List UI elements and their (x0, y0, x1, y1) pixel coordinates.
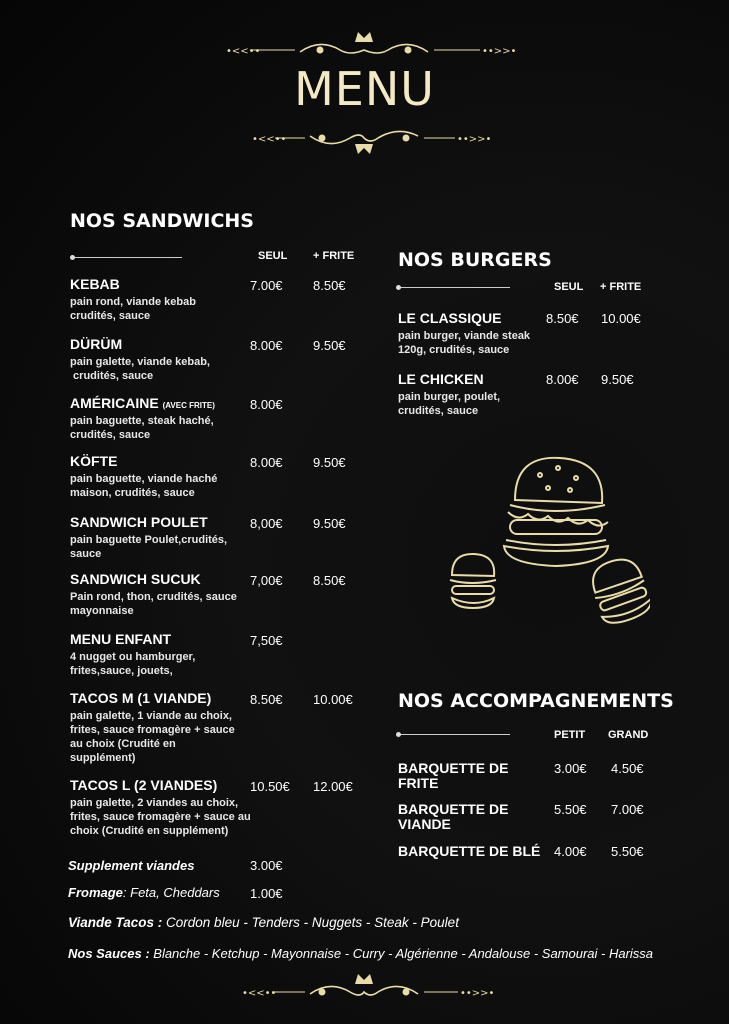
sandwichs-heading: NOS SANDWICHS (70, 210, 254, 232)
accompagnements-rule (398, 734, 510, 735)
sandwich-desc: crudités, sauce (70, 370, 154, 382)
burger-desc: crudités, sauce (398, 405, 479, 417)
sandwich-desc: 4 nugget ou hamburger, (70, 651, 196, 663)
sandwich-price-frite: 10.00€ (313, 692, 353, 707)
sandwich-price-seul: 8.00€ (250, 397, 283, 412)
sandwich-desc: pain galette, viande kebab, (70, 356, 210, 368)
extra-fromage-price: 1.00€ (250, 886, 283, 901)
sandwich-name: KÖFTE (70, 453, 118, 469)
accompagnement-price-grand: 7.00€ (611, 802, 644, 817)
svg-text:••>>•: ••>>• (457, 134, 492, 145)
accompagnements-col-grand: GRAND (608, 729, 649, 741)
sandwich-desc: frites, sauce fromagère + sauce (70, 724, 235, 736)
burgers-heading: NOS BURGERS (398, 249, 552, 271)
sandwich-price-frite: 9.50€ (313, 516, 346, 531)
burgers-col-seul: SEUL (554, 281, 584, 293)
accompagnement-name: VIANDE (398, 816, 451, 832)
sandwich-price-frite: 8.50€ (313, 278, 346, 293)
sandwich-name: SANDWICH SUCUK (70, 571, 201, 587)
extra-supplement: Supplement viandes (68, 858, 195, 873)
accompagnement-price-grand: 4.50€ (611, 761, 644, 776)
burger-desc: pain burger, viande steak (398, 330, 531, 342)
accompagnement-price-grand: 5.50€ (611, 844, 644, 859)
sandwich-name: DÜRÜM (70, 336, 123, 352)
sandwich-desc: Pain rond, thon, crudités, sauce (70, 591, 237, 603)
viande-tacos-line: Viande Tacos : Cordon bleu - Tenders - Nuggets - Steak - Poulet (68, 915, 459, 930)
sandwich-name: TACOS L (2 VIANDES) (70, 777, 218, 793)
sandwich-desc: crudités, sauce (70, 310, 151, 322)
accompagnement-name: BARQUETTE DE (398, 760, 509, 776)
sandwich-desc: pain galette, 2 viandes au choix, (70, 797, 239, 809)
bottom-ornament (0, 970, 729, 1010)
sandwich-price-frite: 9.50€ (313, 338, 346, 353)
svg-text:••>>•: ••>>• (482, 46, 517, 56)
sandwich-desc: crudités, sauce (70, 429, 151, 441)
top-ornament (0, 16, 729, 56)
sandwich-desc: pain baguette Poulet,crudités, (70, 534, 228, 546)
burger-desc: 120g, crudités, sauce (398, 344, 510, 356)
burger-name: LE CLASSIQUE (398, 310, 502, 326)
sandwich-desc: maison, crudités, sauce (70, 487, 195, 499)
sandwich-name: KEBAB (70, 276, 120, 292)
svg-text:•<<••: •<<•• (226, 46, 261, 56)
accompagnement-name: BARQUETTE DE (398, 801, 509, 817)
sauces-line: Nos Sauces : Blanche - Ketchup - Mayonnaise - Curry - Algérienne - Andalouse - Samourai - Harissa (68, 946, 654, 961)
sandwich-tag: (AVEC FRITE) (162, 401, 215, 410)
accompagnement-name: BARQUETTE DE BLÉ (398, 843, 541, 859)
sandwich-price-frite: 8.50€ (313, 573, 346, 588)
sandwich-desc: frites,sauce, jouets, (70, 665, 173, 677)
extra-fromage: Fromage: Feta, Cheddars (68, 885, 220, 900)
sandwich-desc: pain baguette, viande haché (70, 473, 218, 485)
sandwich-price-frite: 9.50€ (313, 455, 346, 470)
sandwich-desc: sauce (70, 548, 102, 560)
sandwich-desc: pain baguette, steak haché, (70, 415, 214, 427)
sandwich-name: MENU ENFANT (70, 631, 172, 647)
sandwich-price-seul: 7,00€ (250, 573, 283, 588)
burger-price-frite: 10.00€ (601, 311, 641, 326)
sandwich-desc: mayonnaise (70, 605, 134, 617)
sandwich-price-seul: 8.50€ (250, 692, 283, 707)
burgers-col-frite: + FRITE (600, 281, 642, 293)
accompagnement-price-petit: 5.50€ (554, 802, 587, 817)
accompagnement-name: FRITE (398, 775, 439, 791)
sandwich-price-seul: 7,50€ (250, 633, 283, 648)
sandwich-name: TACOS M (1 VIANDE) (70, 690, 212, 706)
accompagnements-heading: NOS ACCOMPAGNEMENTS (398, 690, 674, 712)
sandwichs-rule (72, 257, 182, 258)
extra-supplement-price: 3.00€ (250, 858, 283, 873)
sandwichs-col-seul: SEUL (258, 250, 288, 262)
sandwich-price-seul: 10.50€ (250, 779, 290, 794)
svg-text:•<<••: •<<•• (242, 988, 277, 999)
accompagnements-col-petit: PETIT (554, 729, 586, 741)
sandwich-desc: au choix (Crudité en (70, 738, 176, 750)
burger-illustration-icon (440, 450, 650, 650)
accompagnement-price-petit: 3.00€ (554, 761, 587, 776)
sandwich-name: SANDWICH POULET (70, 514, 208, 530)
sandwich-desc: choix (Crudité en supplément) (70, 825, 229, 837)
burger-desc: pain burger, poulet, (398, 391, 501, 403)
burger-price-seul: 8.00€ (546, 372, 579, 387)
burger-name: LE CHICKEN (398, 371, 484, 387)
sandwich-price-seul: 8,00€ (250, 516, 283, 531)
sandwichs-col-frite: + FRITE (313, 250, 355, 262)
sandwich-price-seul: 8.00€ (250, 338, 283, 353)
sandwich-desc: supplément) (70, 752, 136, 764)
accompagnement-price-petit: 4.00€ (554, 844, 587, 859)
burger-price-seul: 8.50€ (546, 311, 579, 326)
svg-text:•<<••: •<<•• (252, 134, 287, 145)
burger-price-frite: 9.50€ (601, 372, 634, 387)
sandwich-desc: pain galette, 1 viande au choix, (70, 710, 232, 722)
sandwich-desc: pain rond, viande kebab (70, 296, 196, 308)
sandwich-price-seul: 7.00€ (250, 278, 283, 293)
burgers-rule (398, 287, 510, 288)
sandwich-price-frite: 12.00€ (313, 779, 353, 794)
middle-ornament (0, 128, 729, 168)
menu-title: MENU (294, 62, 435, 116)
sandwich-desc: frites, sauce fromagère + sauce au (70, 811, 251, 823)
svg-text:••>>•: ••>>• (460, 988, 495, 999)
sandwich-name: AMÉRICAINE (AVEC FRITE) (70, 395, 215, 411)
sandwich-price-seul: 8.00€ (250, 455, 283, 470)
